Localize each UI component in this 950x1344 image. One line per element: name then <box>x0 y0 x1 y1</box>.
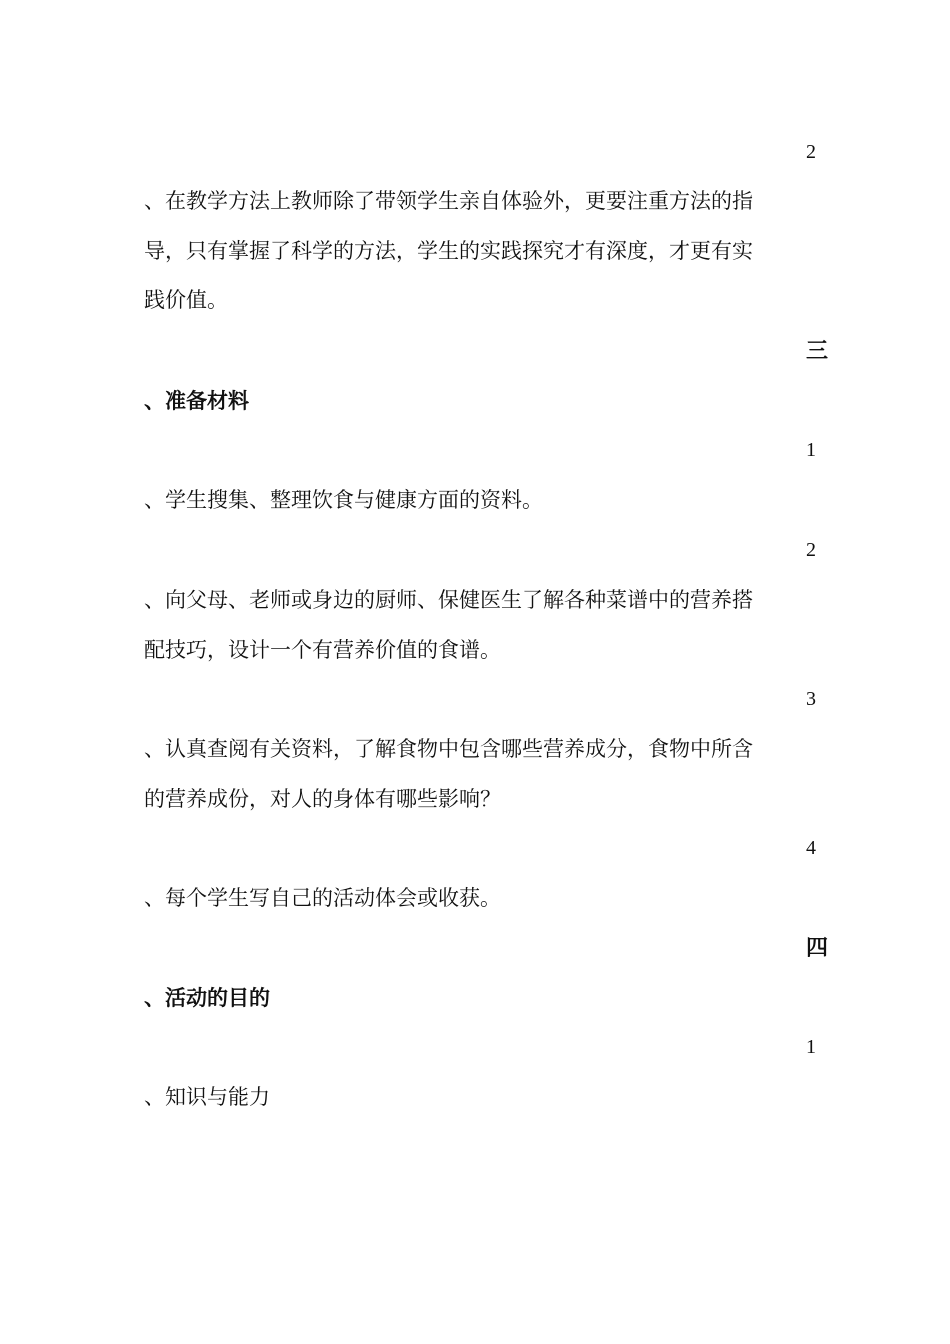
paragraph-line: 、在教学方法上教师除了带领学生亲自体验外，更要注重方法的指 <box>144 189 753 213</box>
section-number: 三 <box>806 338 829 364</box>
item-number: 2 <box>806 539 816 561</box>
section-number: 四 <box>806 935 829 961</box>
paragraph-line: 配技巧，设计一个有营养价值的食谱。 <box>144 638 501 662</box>
section-title: 、活动的目的 <box>144 985 270 1010</box>
item-number: 2 <box>806 141 816 163</box>
paragraph-line: 导，只有掌握了科学的方法，学生的实践探究才有深度，才更有实 <box>144 239 753 263</box>
paragraph-line: 的营养成份，对人的身体有哪些影响？ <box>144 787 501 811</box>
paragraph-line: 、认真查阅有关资料，了解食物中包含哪些营养成分，食物中所含 <box>144 737 753 761</box>
section-title: 、准备材料 <box>144 388 249 413</box>
paragraph-line: 、每个学生写自己的活动体会或收获。 <box>144 886 501 910</box>
item-number: 3 <box>806 688 816 710</box>
item-number: 1 <box>806 1036 816 1058</box>
item-number: 1 <box>806 439 816 461</box>
item-number: 4 <box>806 837 816 859</box>
paragraph-line: 、知识与能力 <box>144 1085 270 1109</box>
paragraph-line: 践价值。 <box>144 288 228 312</box>
paragraph-line: 、学生搜集、整理饮食与健康方面的资料。 <box>144 488 543 512</box>
paragraph-line: 、向父母、老师或身边的厨师、保健医生了解各种菜谱中的营养搭 <box>144 588 753 612</box>
